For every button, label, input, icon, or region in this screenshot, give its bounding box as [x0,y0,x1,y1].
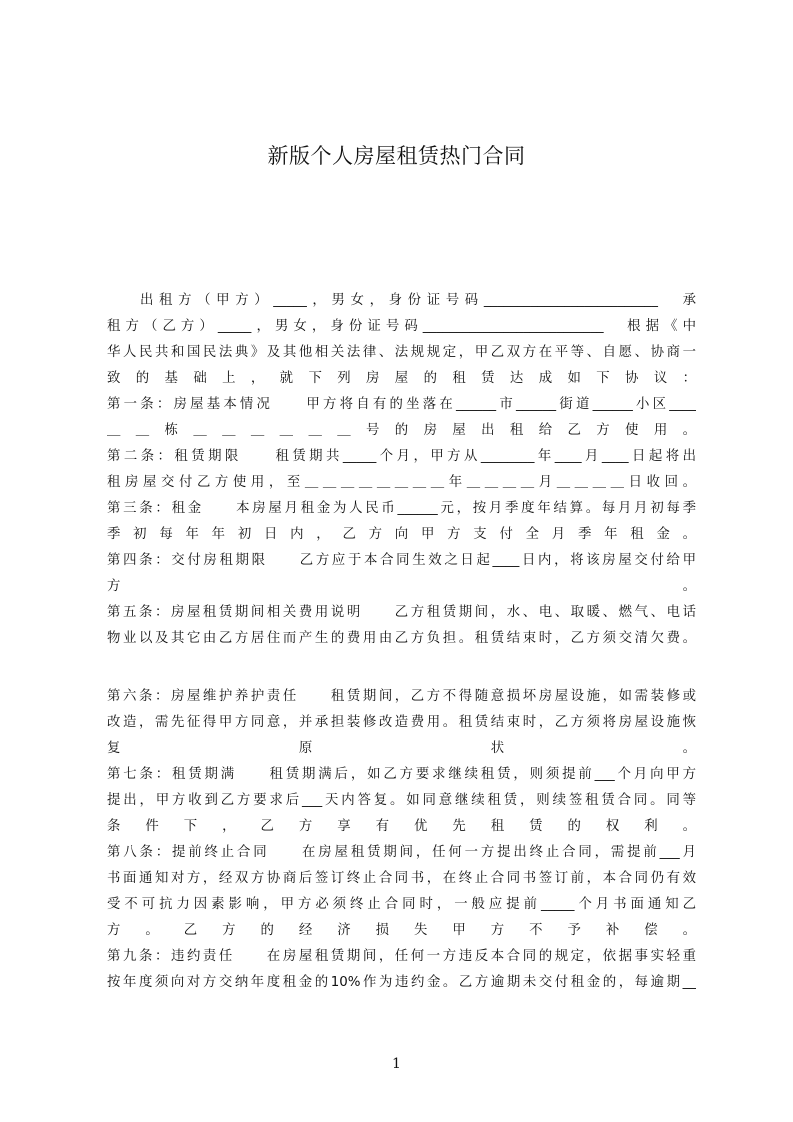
clause-6-line: 第六条：房屋维护养护责任 租赁期间，乙方不得随意损坏房屋设施，如需装修或 [107,689,696,704]
clause-7-line: 第七条：租赁期满 租赁期满后，如乙方要求继续租赁，则须提前___个月向甲方 [107,767,696,782]
paragraph-line: 华人民共和国民法典》及其他相关法律、法规规定，甲乙双方在平等、自愿、协商一 [107,345,696,360]
clause-5-line: 物业以及其它由乙方居住而产生的费用由乙方负担。租赁结束时，乙方须交清欠费。 [107,631,696,646]
paragraph-line: 出租方（甲方）_____，男女，身份证号码__________________________ 承 [140,293,696,308]
clause-6-line: 复原状。 [107,741,696,756]
clause-2-line: 租房屋交付乙方使用，至＿＿＿＿＿＿＿＿年＿＿＿＿月＿＿＿＿日收回。 [107,475,696,490]
clause-5-line: 第五条：房屋租赁期间相关费用说明 乙方租赁期间，水、电、取暖、燃气、电话 [107,605,696,620]
clause-3-line: 季初每年年初日内，乙方向甲方支付全月季年租金。 [107,527,696,542]
clause-9-line: 按年度须向对方交纳年度租金的10%作为违约金。乙方逾期未交付租金的，每逾期__ [107,975,696,990]
clause-9-line: 第九条：违约责任 在房屋租赁期间，任何一方违反本合同的规定，依据事实轻重 [107,949,696,964]
paragraph-line: 租方（乙方）_____，男女，身份证号码___________________________ 根据《中 [107,319,696,334]
clause-7-line: 条件下，乙方享有优先租赁的权利。 [107,819,696,834]
clause-4-line: 第四条：交付房租期限 乙方应于本合同生效之日起____日内，将该房屋交付给甲 [107,553,696,568]
clause-7-line: 提出，甲方收到乙方要求后___天内答复。如同意继续租赁，则续签租赁合同。同等 [107,793,696,808]
clause-8-line: 受不可抗力因素影响，甲方必须终止合同时，一般应提前_____个月书面通知乙 [107,897,696,912]
document-title: 新版个人房屋租赁热门合同 [267,144,526,168]
clause-4-line: 方。 [107,579,696,594]
clause-2-line: 第二条：租赁期限 租赁期共_____个月，甲方从________年____月____日起将出 [107,449,696,464]
clause-8-line: 第八条：提前终止合同 在房屋租赁期间，任何一方提出终止合同，需提前___月 [107,845,696,860]
clause-1-line: 第一条：房屋基本情况 甲方将自有的坐落在______市______街道______小区____ [107,397,696,412]
clause-8-line: 方。乙方的经济损失甲方不予补偿。 [107,923,696,938]
clause-3-line: 第三条：租金 本房屋月租金为人民币______元，按月季度年结算。每月月初每季 [107,501,696,516]
paragraph-line: 致的基础上，就下列房屋的租赁达成如下协议： [107,371,696,386]
page-number: 1 [392,1056,401,1072]
clause-6-line: 改造，需先征得甲方同意，并承担装修改造费用。租赁结束时，乙方须将房屋设施恢 [107,715,696,730]
clause-8-line: 书面通知对方，经双方协商后签订终止合同书，在终止合同书签订前，本合同仍有效 [107,871,696,886]
clause-1-line: ＿＿栋＿＿＿＿＿＿号的房屋出租给乙方使用。 [107,423,696,438]
